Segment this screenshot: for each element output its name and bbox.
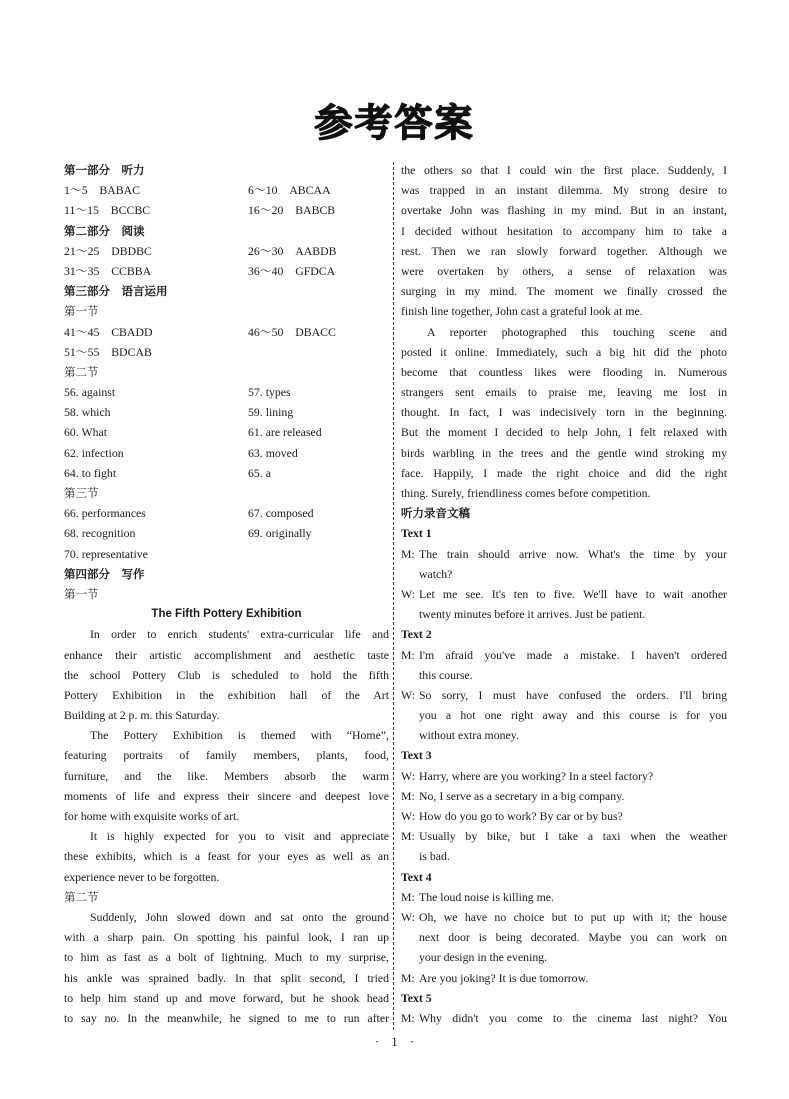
text-line: finish line together, John cast a grateful look at me. [401,304,643,319]
answer-row [64,544,389,564]
answer-cell [248,544,389,564]
answer-cell: 69. originally [248,526,312,541]
dialogue-line [401,907,727,927]
answer-cell: 56. against [64,385,116,400]
answer-row [64,523,389,543]
answer-cell: 67. composed [248,506,314,521]
speaker-label: W: [401,586,415,601]
text-label: Text 2 [401,627,432,642]
answer-cell: 59. lining [248,405,294,420]
section-label: 第二节 [64,364,99,379]
text-line: to say no. In the meanwhile, he signed to me to run after [64,1010,389,1025]
text-line: become that countless likes were flooding in. Numerous [401,364,727,379]
text-label: Text 5 [401,990,432,1005]
text-line: strangers sent emails to praise me, leaving me lost in [401,385,727,400]
answer-row [64,443,389,463]
footer-dot-left: · [374,1034,380,1049]
dialogue-continuation: is bad. [419,849,450,864]
speaker-label: M: [401,829,415,844]
answer-cell: 1～5 BABAC [64,183,141,198]
answer-cell: 61. are released [248,425,322,440]
answer-cell: 21～25 DBDBC [64,243,152,258]
answer-row [64,422,389,442]
text-line: experience never to be forgotten. [64,869,220,884]
answer-cell: 60. What [64,425,108,440]
answer-cell: 62. infection [64,445,124,460]
dialogue-text: I'm afraid you've made a mistake. I haven't ordered [419,647,727,662]
speaker-label: M: [401,1010,415,1025]
text-line: was trapped in an instant dilemma. My strong desire to [401,183,727,198]
dialogue-continuation: next door is being decorated. Maybe you can work on [419,930,727,945]
transcript-heading: 听力录音文稿 [401,506,470,521]
dialogue-line [401,685,727,705]
answer-cell [248,342,389,362]
text-line: thing. Surely, friendliness comes before competition. [401,486,651,500]
text-line: Building at 2 p. m. this Saturday. [64,708,220,723]
answer-row [64,200,389,220]
text-line: Suddenly, John slowed down and sat onto the ground [90,909,389,924]
dialogue-line [401,806,727,826]
dialogue-line [401,1008,727,1028]
section-label: 第三节 [64,486,99,500]
part-heading-listening: 第一部分 听力 [64,163,145,177]
part-heading-language: 第三部分 语言运用 [64,284,168,299]
dialogue-text: Oh, we have no choice but to put up with it; the house [419,909,727,924]
dialogue-line [401,645,727,665]
text-line: surging in my mind. The moment we finally crossed the [401,284,727,299]
text-line: I decided without hesitation to accompany him to take a [401,223,727,238]
speaker-label: W: [401,809,415,823]
dialogue-continuation: your design in the evening. [419,950,548,965]
text-line: his ankle was sprained badly. In that split second, I tried [64,970,389,985]
section-label: 第二节 [64,889,99,904]
speaker-label: W: [401,909,415,924]
text-line: with a sharp pain. On spotting his painful look, I ran up [64,930,389,945]
dialogue-line [401,968,727,988]
text-line: It is highly expected for you to visit and appreciate [90,829,389,844]
dialogue-text: So sorry, I must have confused the orders. I'll bring [419,687,727,702]
speaker-label: M: [401,647,415,662]
text-line: A reporter photographed this touching scene and [427,324,727,339]
answer-cell: 64. to fight [64,465,117,480]
answer-cell: 63. moved [248,445,298,460]
page-footer [0,1034,789,1050]
answer-row [64,402,389,422]
answer-cell: 58. which [64,405,111,420]
text-line: birds warbling in the trees and the gentle wind stroking my [401,445,727,460]
dialogue-line [401,887,727,907]
text-line: In order to enrich students' extra-curricular life and [90,627,389,642]
dialogue-text: How do you go to work? By car or by bus? [419,809,623,823]
answer-row [64,503,389,523]
dialogue-continuation: you a hot one right away and this course is for you [419,708,727,723]
text-line: the others so that I could win the first place. Suddenly, I [401,163,727,177]
answer-row [64,261,389,281]
text-line: these exhibits, which is a feast for your eyes as well as an [64,849,389,864]
dialogue-continuation: twenty minutes before it arrives. Just be patient. [419,607,646,622]
part-heading-reading: 第二部分 阅读 [64,223,145,238]
answer-cell: 16～20 BABCB [248,203,336,218]
speaker-label: M: [401,788,415,803]
answer-cell: 66. performances [64,506,146,521]
dialogue-continuation: without extra money. [419,728,519,743]
dialogue-continuation: this course. [419,667,473,682]
answer-cell: 68. recognition [64,526,136,541]
answer-cell: 70. representative [64,546,148,561]
text-line: for home with exquisite works of art. [64,809,240,823]
text-label: Text 3 [401,748,432,763]
answer-cell: 11～15 BCCBC [64,203,151,218]
answer-cell: 36～40 GFDCA [248,263,336,278]
text-line: to him as fast as a bolt of lightning. Much to my surprise, [64,950,389,965]
dialogue-line [401,584,727,604]
left-column [64,160,389,1028]
dialogue-text: The train should arrive now. What's the time by your [419,546,727,561]
dialogue-text: Let me see. It's ten to five. We'll have to wait another [419,586,727,601]
text-line: overtake John was flashing in my mind. But in an instant, [401,203,727,218]
answer-cell: 46～50 DBACC [248,324,336,339]
text-line: rest. Then we ran slowly forward together. Although we [401,243,727,258]
speaker-label: M: [401,970,415,985]
answer-row [64,241,389,261]
answer-cell: 57. types [248,385,291,400]
text-line: The Pottery Exhibition is themed with “Home”, [90,728,389,743]
text-line: thought. In fact, I was indecisively torn in the beginning. [401,405,727,420]
text-line: the school Pottery Club is scheduled to hold the fifth [64,667,389,682]
answer-cell: 31～35 CCBBA [64,263,152,278]
dialogue-continuation: watch? [419,566,453,581]
text-line: Pottery Exhibition in the exhibition hall of the Art [64,687,389,702]
text-line: featuring portraits of family members, plants, food, [64,748,389,763]
text-line: furniture, and the like. Members absorb the warm [64,768,389,783]
answer-cell: 41～45 CBADD [64,324,153,339]
dialogue-text: No, I serve as a secretary in a big company. [419,788,625,803]
text-label: Text 4 [401,869,432,884]
part-heading-writing: 第四部分 写作 [64,566,145,581]
dialogue-text: The loud noise is killing me. [419,889,554,904]
answer-row [64,463,389,483]
page-number: 1 [391,1034,398,1049]
dialogue-text: Usually by bike, but I take a taxi when the weather [419,829,727,844]
right-column [401,160,727,1028]
answer-cell: 26～30 AABDB [248,243,337,258]
answer-cell: 65. a [248,465,271,480]
text-line: enhance their artistic accomplishment and aesthetic taste [64,647,389,662]
text-line: to help him stand up and move forward, but he shook head [64,990,389,1005]
text-label: Text 1 [401,526,432,541]
answer-row [64,322,389,342]
section-label: 第一节 [64,304,99,319]
speaker-label: M: [401,546,415,561]
answer-row [64,382,389,402]
dialogue-text: Why didn't you come to the cinema last night? You [419,1010,727,1025]
dialogue-line [401,826,727,846]
text-line: But the moment I decided to help John, I felt relaxed with [401,425,727,440]
dialogue-text: Harry, where are you working? In a steel factory? [419,768,654,783]
speaker-label: W: [401,687,415,702]
text-line: posted it online. Immediately, such a big hit did the photo [401,344,727,359]
answer-row [64,342,389,362]
section-label: 第一节 [64,586,99,601]
speaker-label: W: [401,768,415,783]
dialogue-text: Are you joking? It is due tomorrow. [419,970,589,985]
essay-title: The Fifth Pottery Exhibition [151,608,302,621]
page-title: 参考答案 [314,101,475,145]
text-line: were overtaken by others, a sense of relaxation was [401,263,727,278]
text-line: moments of life and express their sincere and deepest love [64,788,389,803]
answer-row [64,180,389,200]
dialogue-line [401,786,727,806]
answer-cell: 51～55 BDCAB [64,344,152,359]
speaker-label: M: [401,889,415,904]
column-divider [393,162,394,1030]
dialogue-line [401,766,727,786]
answer-cell: 6～10 ABCAA [248,183,331,198]
footer-dot-right: · [409,1034,415,1049]
text-line: face. Happily, I made the right choice and did the right [401,465,727,480]
dialogue-line [401,544,727,564]
